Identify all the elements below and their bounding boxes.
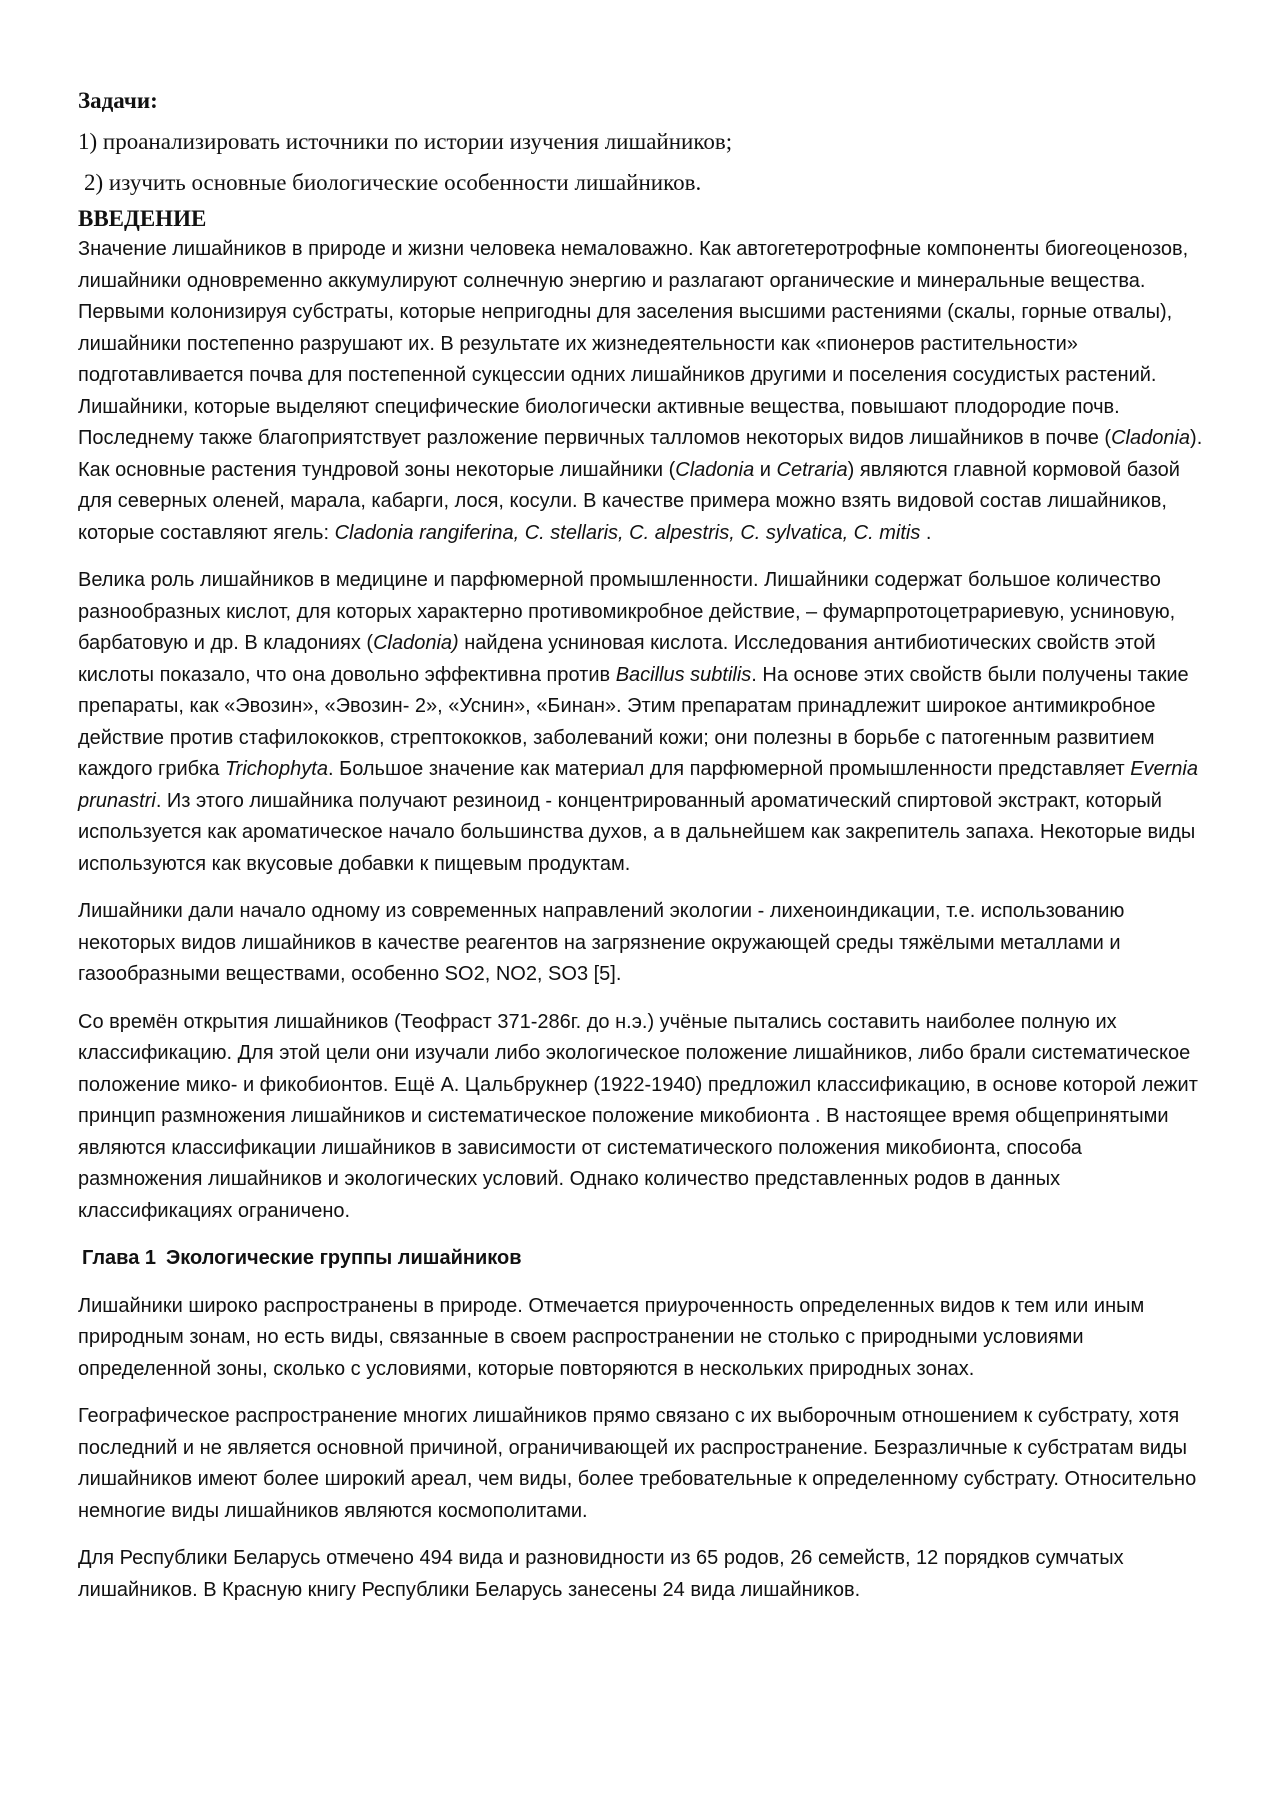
chapter-heading (78, 1243, 1208, 1275)
intro-paragraph-1: Значение лишайников в природе и жизни человека немаловажно. Как автогетеротрофные компоненты биогеоценозов, лишайники одновременно аккумулируют солнечную энергию и разлагают органические и минеральные вещества. Первыми колонизируя субстраты, которые непригодны для заселения высшими растениями (скалы, горные отвалы), лишайники постепенно разрушают их. В результате их жизнедеятельности как «пионеров растительности» подготавливается почва для постепенной сукцессии одних лишайников другими и поселения сосудистых растений. Лишайники, которые выделяют специфические биологически активные вещества, повышают плодородие почв. Последнему также благоприятствует разложение первичных талломов некоторых видов лишайников в почве (Cladonia). Как основные растения тундровой зоны некоторые лишайники (Cladonia и Cetraria) являются главной кормовой базой для северных оленей, марала, кабарги, лося, косули. В качестве примера можно взять видовой состав лишайников, которые составляют ягель: Cladonia rangiferina, C. stellaris, C. alpestris, C. sylvatica, C. mitis . (78, 238, 1203, 544)
document-page (78, 88, 1208, 1622)
taxon-list: Cladonia rangiferina, C. stellaris, C. alpestris, C. sylvatica, C. mitis (334, 521, 921, 544)
chapter-number: Глава 1 (82, 1247, 157, 1269)
taxon-name: Trichophyta (224, 758, 328, 780)
taxon-name: Cladonia (675, 458, 755, 481)
chapter-paragraph-1: Лишайники широко распространены в природе. Отмечается приуроченность определенных видов к тем или иным природным зонам, но есть виды, связанные в своем распространении не столько с природными условиями определенной зоны, сколько с условиями, которые повторяются в нескольких природных зонах. (78, 1294, 1145, 1380)
taxon-name: Evernia prunastri (78, 758, 1198, 812)
taxon-name: Bacillus subtilis (615, 663, 752, 686)
intro-paragraph-3: Лишайники дали начало одному из современных направлений экологии - лихеноиндикации, т.е. использованию некоторых видов лишайников в качестве реагентов на загрязнение окружающей среды тяжёлыми металлами и газообразными веществами, особенно SO2, NO2, SO3 [5]. (78, 900, 1125, 985)
taxon-name: Cladonia) (373, 632, 459, 654)
intro-paragraph-4: Со времён открытия лишайников (Теофраст 371-286г. до н.э.) учёные пытались составить наиболее полную их классификацию. Для этой цели они изучали либо экологическое положение лишайников, либо брали систематическое положение мико- и фикобионтов. Ещё А. Цальбрукнер (1922-1940) предложил классификацию, в основе которой лежит принцип размножения лишайников и систематическое положение микобионта . В настоящее время общепринятыми являются классификации лишайников в зависимости от систематического положения микобионта, способа размножения лишайников и экологических условий. Однако количество представленных родов в данных классификациях ограничено. (78, 1010, 1198, 1222)
chapter-paragraph-2: Географическое распространение многих лишайников прямо связано с их выборочным отношением к субстрату, хотя последний и не является основной причиной, ограничивающей их распространение. Безразличные к субстратам виды лишайников имеют более широкий ареал, чем виды, более требовательные к определенному субстрату. Относительно немногие виды лишайников являются космополитами. (78, 1405, 1197, 1522)
tasks-heading: Задачи: (78, 88, 158, 113)
task-item-2: 2) изучить основные биологические особенности лишайников. (84, 170, 702, 195)
taxon-name: Cetraria (776, 458, 848, 481)
task-item-1: 1) проанализировать источники по истории изучения лишайников; (78, 129, 733, 154)
intro-heading: ВВЕДЕНИЕ (78, 206, 207, 231)
chapter-title: Экологические группы лишайников (166, 1247, 522, 1269)
taxon-name: Cladonia (1111, 427, 1191, 449)
intro-paragraph-2: Велика роль лишайников в медицине и парфюмерной промышленности. Лишайники содержат большое количество разнообразных кислот, для которых характерно противомикробное действие, – фумарпротоцетрариевую, усниновую, барбатовую и др. В кладониях (Cladonia) найдена усниновая кислота. Исследования антибиотических свойств этой кислоты показало, что она довольно эффективна против Bacillus subtilis. На основе этих свойств были получены такие препараты, как «Эвозин», «Эвозин- 2», «Уснин», «Бинан». Этим препаратам принадлежит широкое антимикробное действие против стафилококков, стрептококков, заболеваний кожи; они полезны в борьбе с патогенным развитием каждого грибка Trichophyta. Большое значение как материал для парфюмерной промышленности представляет Evernia prunastri. Из этого лишайника получают резиноид - концентрированный ароматический спиртовой экстракт, который используется как ароматическое начало большинства духов, а в дальнейшем как закрепитель запаха. Некоторые виды используются как вкусовые добавки к пищевым продуктам. (78, 569, 1198, 875)
chapter-paragraph-3: Для Республики Беларусь отмечено 494 вида и разновидности из 65 родов, 26 семейств, 12 порядков сумчатых лишайников. В Красную книгу Республики Беларусь занесены 24 вида лишайников. (78, 1547, 1124, 1601)
